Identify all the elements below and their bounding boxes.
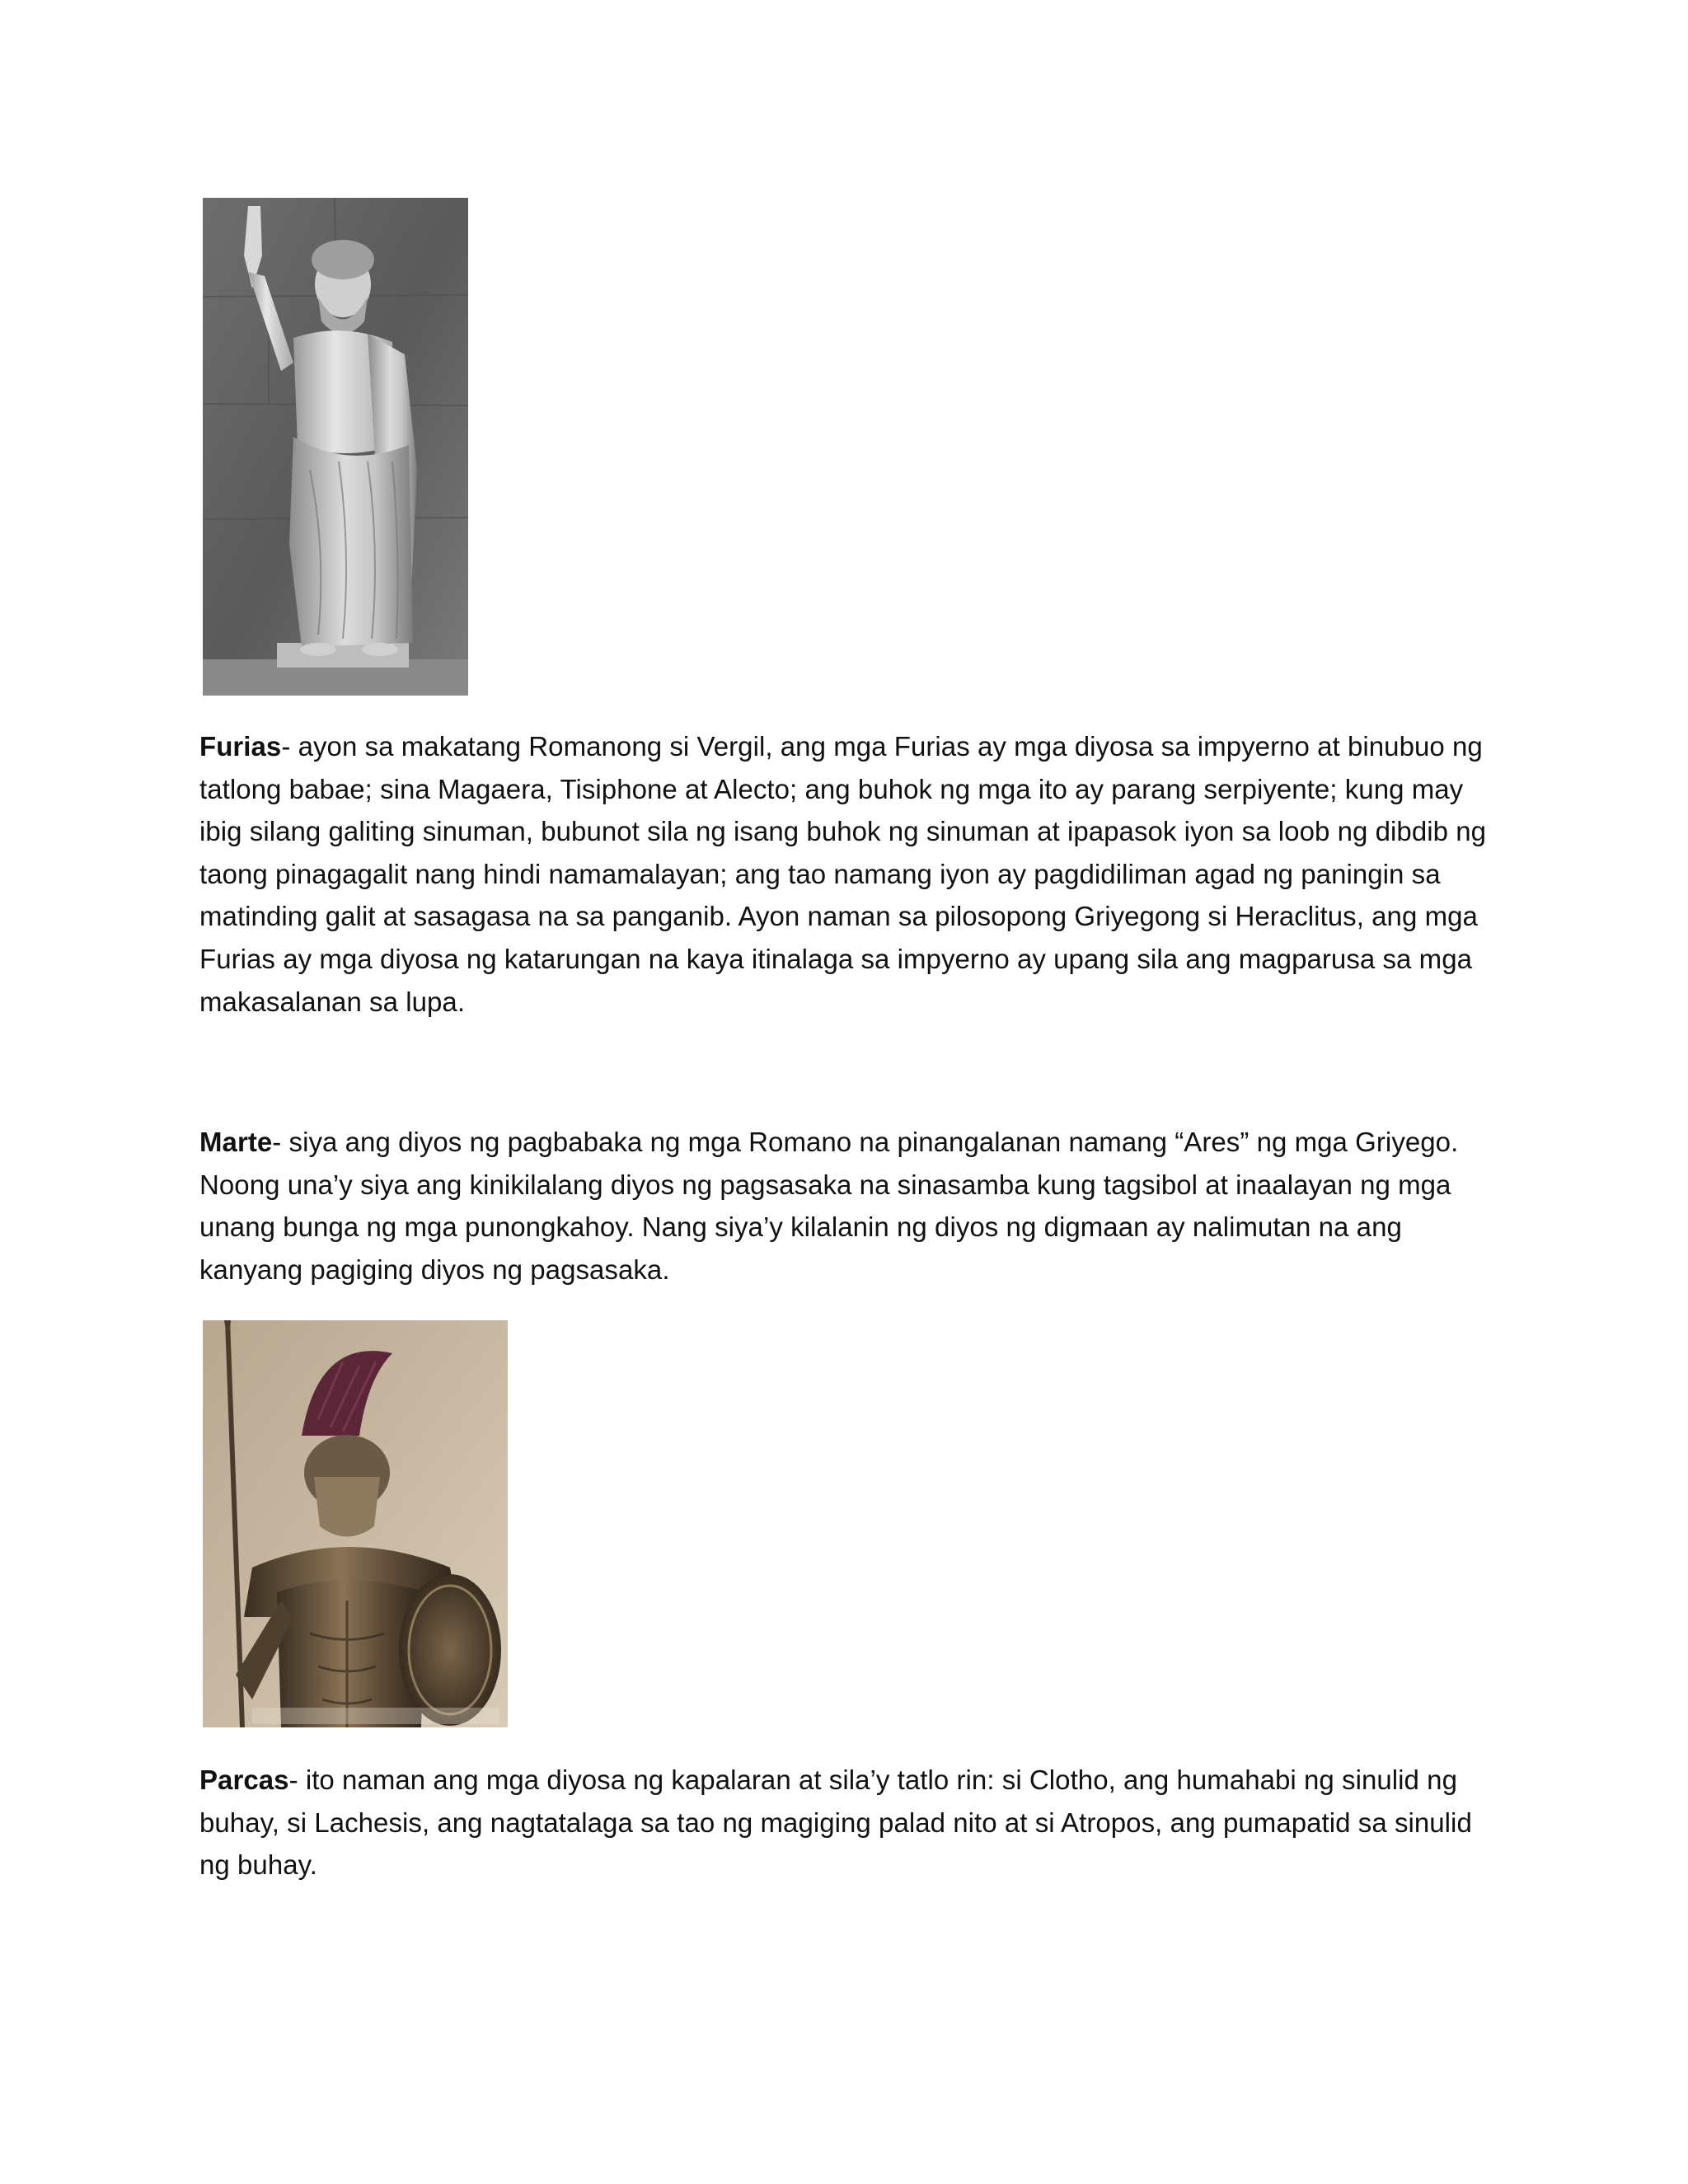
entry-term: Parcas <box>199 1765 289 1795</box>
entry-furias <box>199 725 1502 1023</box>
entry-text: - ayon sa makatang Romanong si Vergil, ang mga Furias ay mga diyosa sa impyerno at binubuo ng tatlong babae; sina Magaera, Tisiphone at Alecto; ang buhok ng mga ito ay parang serpiyente; kung may ibig silang galiting sinuman, bubunot sila ng isang buhok ng sinuman at ipapasok iyon sa loob ng dibdib ng taong pinagagalit nang hindi namamalayan; ang tao namang iyon ay pagdidiliman agad ng paningin sa matinding galit at sasagasa na sa panganib. Ayon naman sa pilosopong Griyegong si Heraclitus, ang mga Furias ay mga diyosa ng katarungan na kaya itinalaga sa impyerno ay upang sila ang magparusa sa mga makasalanan sa lupa. <box>199 731 1487 1017</box>
warrior-image <box>203 1320 508 1727</box>
entry-parcas <box>199 1759 1502 1886</box>
warrior-illustration <box>203 1320 508 1727</box>
entry-marte <box>199 1121 1502 1291</box>
statue-illustration <box>203 198 468 696</box>
entry-text: - ito naman ang mga diyosa ng kapalaran at sila’y tatlo rin: si Clotho, ang humahabi ng sinulid ng buhay, si Lachesis, ang nagtatalaga sa tao ng magiging palad nito at si Atropos, ang pumapatid sa sinulid ng buhay. <box>199 1765 1472 1881</box>
entry-term: Marte <box>199 1127 273 1157</box>
entry-text: - siya ang diyos ng pagbabaka ng mga Romano na pinangalanan namang “Ares” ng mga Griyego. Noong una’y siya ang kinikilalang diyos ng pagsasaka na sinasamba kung tagsibol at inaalayan ng mga unang bunga ng mga punongkahoy. Nang siya’y kilalanin ng diyos ng digmaan ay nalimutan na ang kanyang pagiging diyos ng pagsasaka. <box>199 1127 1459 1285</box>
entry-term: Furias <box>199 731 282 762</box>
statue-image <box>203 198 468 696</box>
